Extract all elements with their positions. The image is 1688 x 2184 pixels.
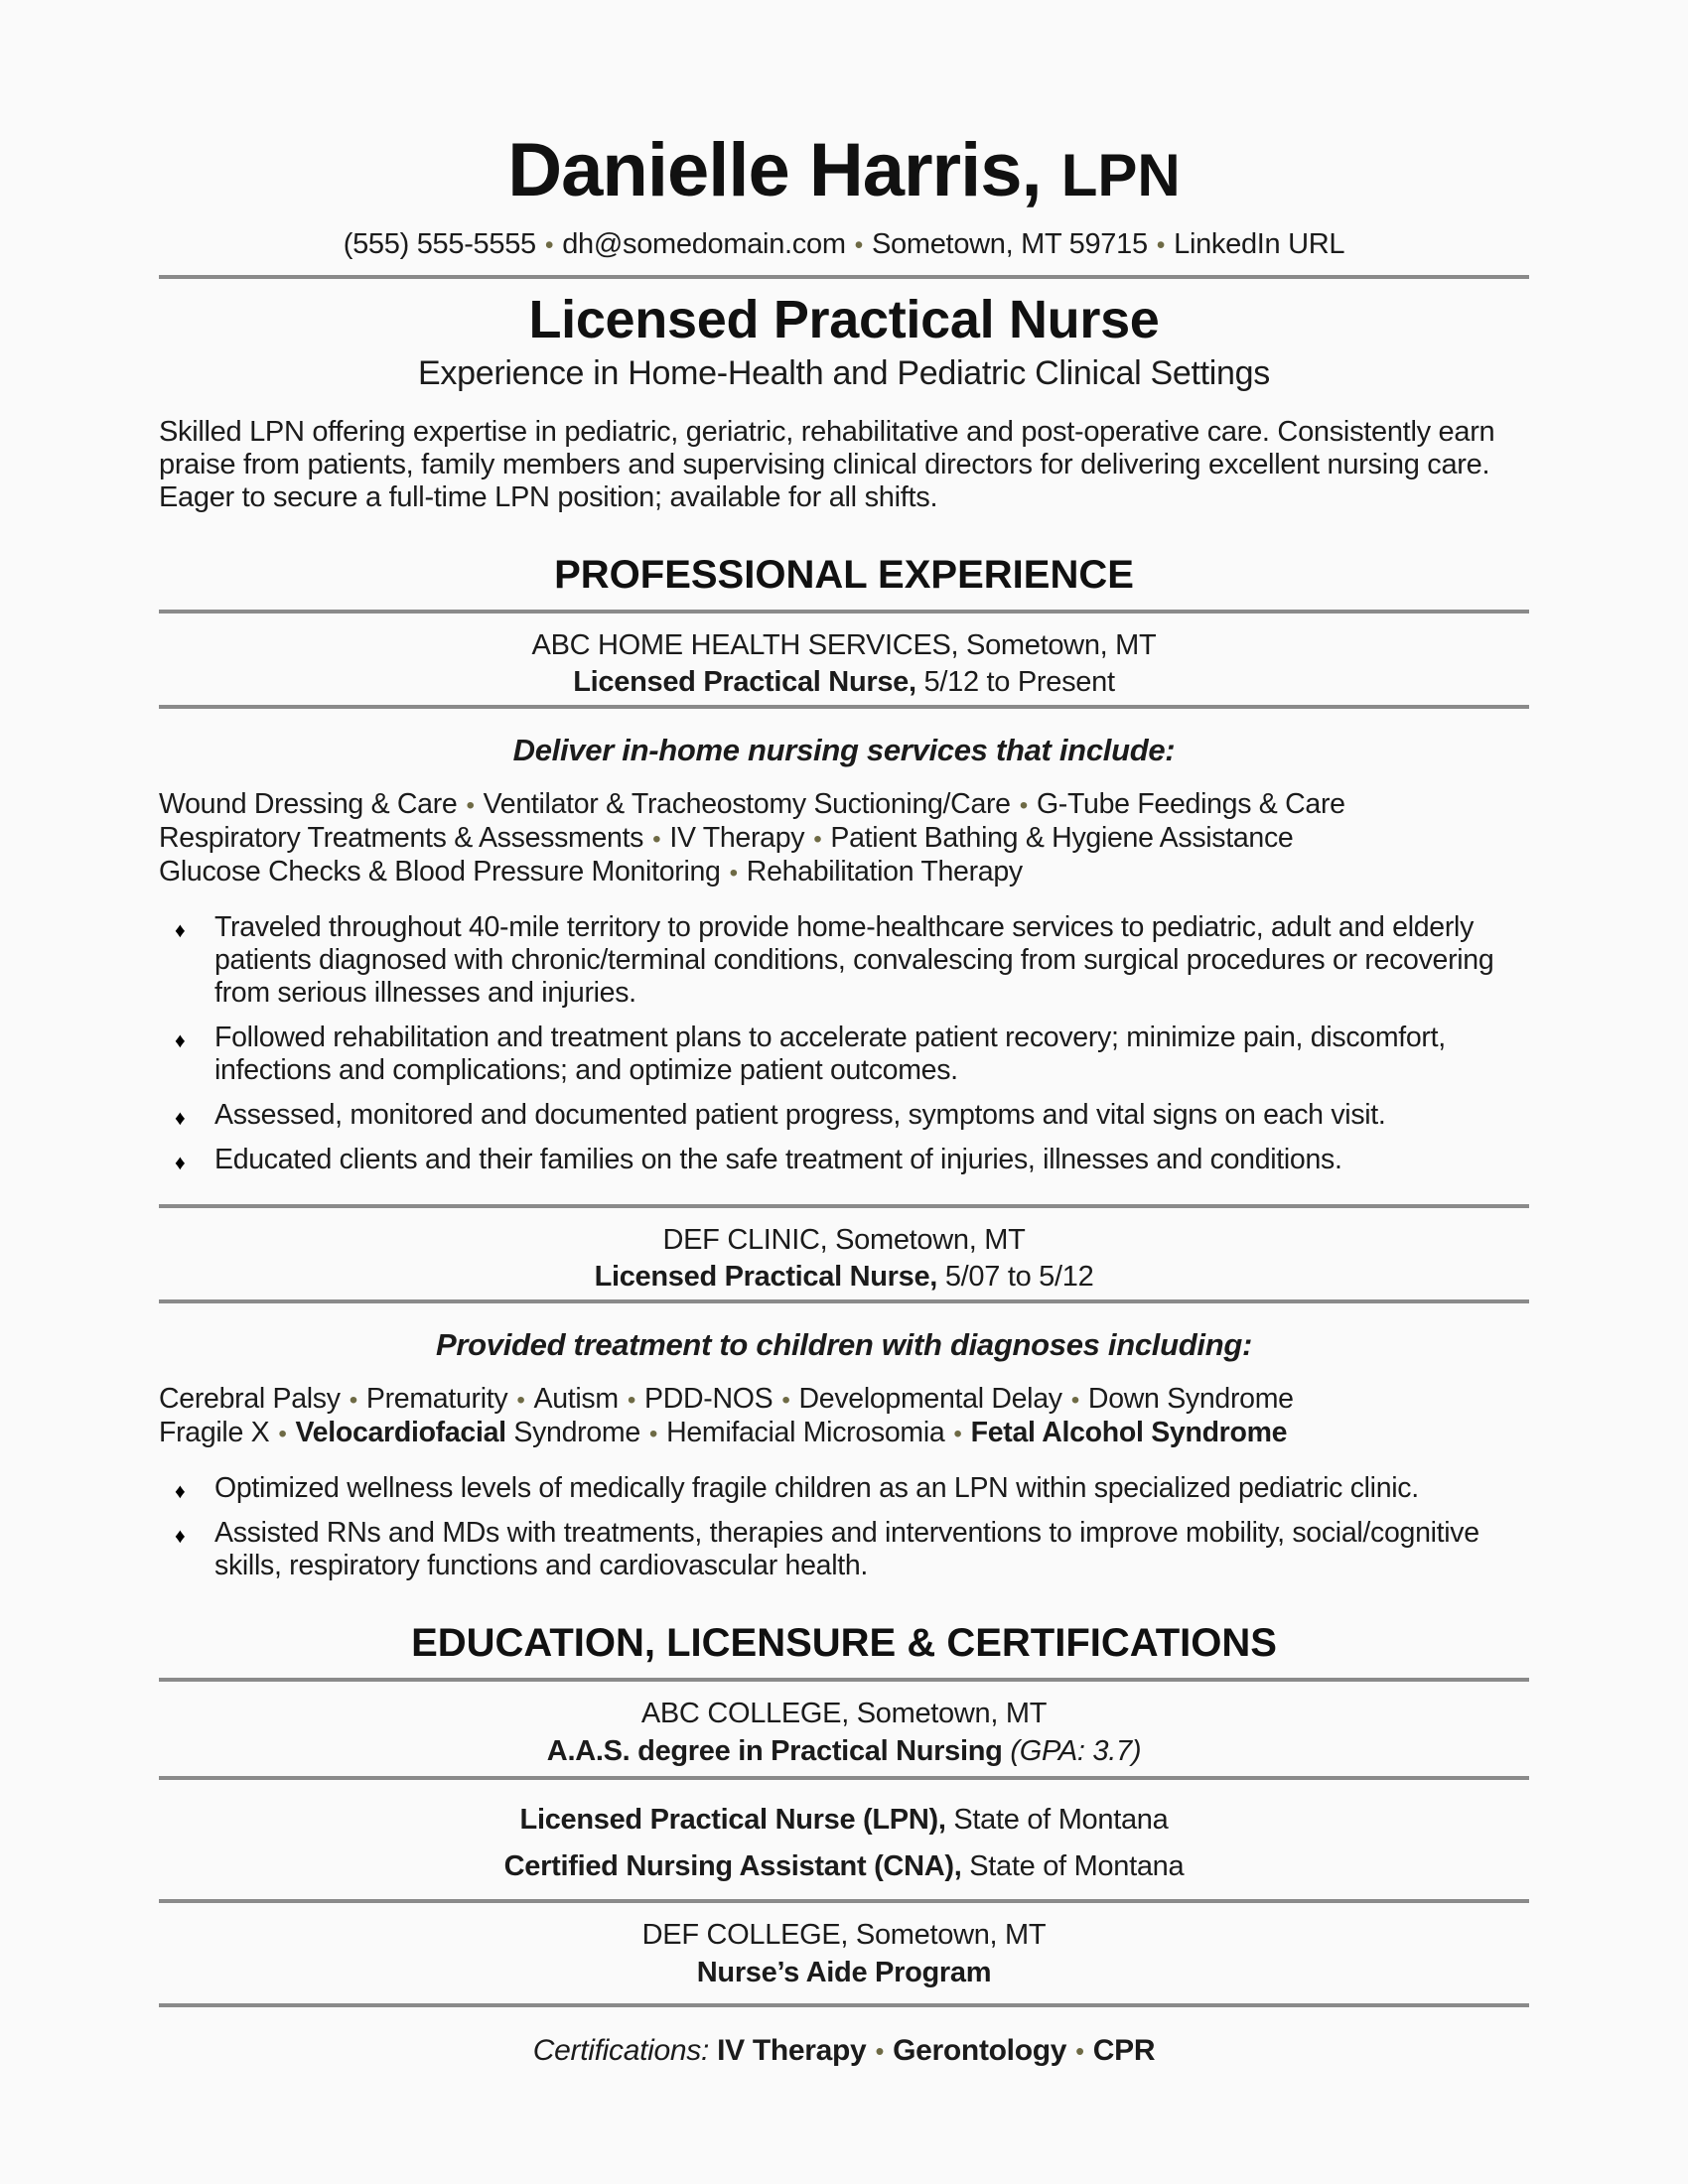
diagnosis-item: Prematurity xyxy=(365,1383,508,1415)
job-title: Licensed Practical Nurse, xyxy=(594,1261,938,1293)
keyword-item: Respiratory Treatments & Assessments xyxy=(159,822,644,854)
keyword-item: G-Tube Feedings & Care xyxy=(1036,788,1345,820)
keyword-block xyxy=(159,1383,1529,1450)
keyword-line xyxy=(159,822,1529,856)
divider-rule xyxy=(159,1899,1529,1903)
diamond-bullet-icon: ♦ xyxy=(175,1029,186,1052)
diamond-bullet-icon: ♦ xyxy=(175,1107,186,1130)
keyword-block xyxy=(159,788,1529,889)
certifications-list xyxy=(717,2034,1155,2067)
bullet-text: Assisted RNs and MDs with treatments, therapies and interventions to improve mobility, social/cognitive skills, respiratory functions and cardiovascular health. xyxy=(214,1517,1479,1581)
degree-line xyxy=(159,1735,1529,1768)
license-name: Certified Nursing Assistant (CNA), xyxy=(503,1850,962,1882)
contact-item: (555) 555-5555 xyxy=(343,228,536,260)
bullet-item xyxy=(159,1472,1529,1505)
degree-name: A.A.S. degree in Practical Nursing xyxy=(546,1735,1003,1767)
candidate-name-main: Danielle Harris, xyxy=(507,128,1042,212)
degree-gpa: (GPA: 3.7) xyxy=(1010,1735,1142,1767)
license-name: Licensed Practical Nurse (LPN), xyxy=(519,1804,946,1836)
contact-item: dh@somedomain.com xyxy=(562,228,846,260)
role-title: Licensed Practical Nurse xyxy=(528,290,1160,349)
candidate-name xyxy=(159,127,1529,219)
dot-separator-icon: • xyxy=(813,826,822,853)
dot-separator-icon: • xyxy=(1075,2038,1084,2066)
program-line xyxy=(159,1957,1529,1989)
diagnosis-item: PDD-NOS xyxy=(644,1383,774,1415)
keyword-line xyxy=(159,856,1529,889)
job-dates: 5/07 to 5/12 xyxy=(944,1261,1094,1293)
divider-rule xyxy=(159,1776,1529,1780)
diamond-bullet-icon: ♦ xyxy=(175,919,186,942)
divider-rule xyxy=(159,2003,1529,2007)
job-title: Licensed Practical Nurse, xyxy=(573,666,916,698)
diagnosis-item: Developmental Delay xyxy=(798,1383,1062,1415)
bullet-text: Optimized wellness levels of medically fragile children as an LPN within specialized pediatric clinic. xyxy=(214,1472,1419,1504)
bullet-list xyxy=(159,1472,1529,1582)
dot-separator-icon: • xyxy=(516,1387,525,1414)
section-heading-experience: PROFESSIONAL EXPERIENCE xyxy=(554,553,1134,597)
bullet-item xyxy=(159,1517,1529,1582)
bullet-item xyxy=(159,1144,1529,1176)
keyword-item: Ventilator & Tracheostomy Suctioning/Care xyxy=(483,788,1011,820)
diagnosis-item: Down Syndrome xyxy=(1087,1383,1294,1415)
divider-rule xyxy=(159,1299,1529,1303)
resume-page xyxy=(159,0,1529,2070)
job-title-line xyxy=(159,1261,1529,1294)
summary-paragraph: Skilled LPN offering expertise in pediatric, geriatric, rehabilitative and post-operative care. Consistently earn praise from patients, family members and supervising clinical directors for delivering excellent nursing care. Eager to secure a full-time LPN position; available for all shifts. xyxy=(159,416,1495,513)
dot-separator-icon: • xyxy=(854,232,863,259)
contact-item: Sometown, MT 59715 xyxy=(872,228,1148,260)
dot-separator-icon: • xyxy=(648,1421,658,1447)
company-line: DEF CLINIC, Sometown, MT xyxy=(662,1224,1026,1256)
certification-item: CPR xyxy=(1092,2034,1156,2067)
keyword-line xyxy=(159,1383,1529,1417)
role-subtitle: Experience in Home-Health and Pediatric Clinical Settings xyxy=(418,354,1270,392)
divider-rule xyxy=(159,275,1529,279)
diamond-bullet-icon: ♦ xyxy=(175,1480,186,1503)
license-block xyxy=(159,1804,1529,1883)
job-entry xyxy=(159,1224,1529,1582)
diagnosis-item: Fragile X xyxy=(159,1417,270,1448)
diagnosis-item: Fetal Alcohol Syndrome xyxy=(970,1417,1288,1448)
dot-separator-icon: • xyxy=(781,1387,790,1414)
dot-separator-icon: • xyxy=(729,860,738,887)
dot-separator-icon: • xyxy=(875,2038,885,2066)
bullet-list xyxy=(159,911,1529,1176)
candidate-credential: LPN xyxy=(1060,142,1181,208)
bullet-text: Educated clients and their families on the safe treatment of injuries, illnesses and conditions. xyxy=(214,1144,1342,1175)
college-line: ABC COLLEGE, Sometown, MT xyxy=(640,1698,1048,1729)
dot-separator-icon: • xyxy=(652,826,661,853)
diagnosis-item: Velocardiofacial Syndrome xyxy=(295,1417,640,1448)
diamond-bullet-icon: ♦ xyxy=(175,1152,186,1174)
job-entry xyxy=(159,629,1529,1176)
divider-rule xyxy=(159,1204,1529,1208)
certifications-line xyxy=(159,2033,1529,2070)
diagnosis-item: Hemifacial Microsomia xyxy=(666,1417,945,1448)
dot-separator-icon: • xyxy=(1070,1387,1079,1414)
divider-rule xyxy=(159,610,1529,614)
bullet-text: Followed rehabilitation and treatment plans to accelerate patient recovery; minimize pain, discomfort, infections and complications; and optimize patient outcomes. xyxy=(214,1022,1446,1086)
license-line xyxy=(159,1850,1529,1883)
dot-separator-icon: • xyxy=(1156,232,1166,259)
keyword-line xyxy=(159,1417,1529,1450)
job-dates: 5/12 to Present xyxy=(923,666,1115,698)
section-heading-education: EDUCATION, LICENSURE & CERTIFICATIONS xyxy=(411,1621,1277,1665)
job-tagline: Deliver in-home nursing services that include: xyxy=(512,733,1176,767)
job-title-line xyxy=(159,666,1529,699)
keyword-item: Wound Dressing & Care xyxy=(159,788,458,820)
dot-separator-icon: • xyxy=(1019,792,1028,819)
company-line: ABC HOME HEALTH SERVICES, Sometown, MT xyxy=(531,629,1157,661)
job-tagline: Provided treatment to children with diagnoses including: xyxy=(435,1327,1252,1362)
license-state: State of Montana xyxy=(953,1804,1169,1836)
keyword-item: Rehabilitation Therapy xyxy=(746,856,1023,887)
dot-separator-icon: • xyxy=(627,1387,635,1414)
bullet-text: Assessed, monitored and documented patient progress, symptoms and vital signs on each visit. xyxy=(214,1099,1386,1131)
dot-separator-icon: • xyxy=(278,1421,287,1447)
dot-separator-icon: • xyxy=(953,1421,962,1447)
bullet-text: Traveled throughout 40-mile territory to provide home-healthcare services to pediatric, adult and elderly patients diagnosed with chronic/terminal conditions, convalescing from surgical procedures or recovering from serious illnesses and injuries. xyxy=(214,911,1494,1009)
certification-item: Gerontology xyxy=(893,2034,1067,2067)
bullet-item xyxy=(159,911,1529,1010)
contact-line xyxy=(159,227,1529,263)
program-name: Nurse’s Aide Program xyxy=(696,1957,992,1988)
bullet-item xyxy=(159,1099,1529,1132)
divider-rule xyxy=(159,705,1529,709)
college-line: DEF COLLEGE, Sometown, MT xyxy=(641,1919,1047,1951)
license-state: State of Montana xyxy=(969,1850,1185,1882)
certifications-label: Certifications: xyxy=(532,2034,710,2067)
license-line xyxy=(159,1804,1529,1837)
dot-separator-icon: • xyxy=(349,1387,357,1414)
keyword-line xyxy=(159,788,1529,822)
diagnosis-item: Cerebral Palsy xyxy=(159,1383,341,1415)
diagnosis-item: Autism xyxy=(533,1383,619,1415)
keyword-item: Glucose Checks & Blood Pressure Monitoring xyxy=(159,856,721,887)
diamond-bullet-icon: ♦ xyxy=(175,1525,186,1548)
bullet-item xyxy=(159,1022,1529,1087)
dot-separator-icon: • xyxy=(466,792,475,819)
divider-rule xyxy=(159,1678,1529,1682)
contact-item: LinkedIn URL xyxy=(1174,228,1345,260)
keyword-item: Patient Bathing & Hygiene Assistance xyxy=(830,822,1294,854)
certification-item: IV Therapy xyxy=(717,2034,867,2067)
dot-separator-icon: • xyxy=(544,232,554,259)
keyword-item: IV Therapy xyxy=(669,822,805,854)
